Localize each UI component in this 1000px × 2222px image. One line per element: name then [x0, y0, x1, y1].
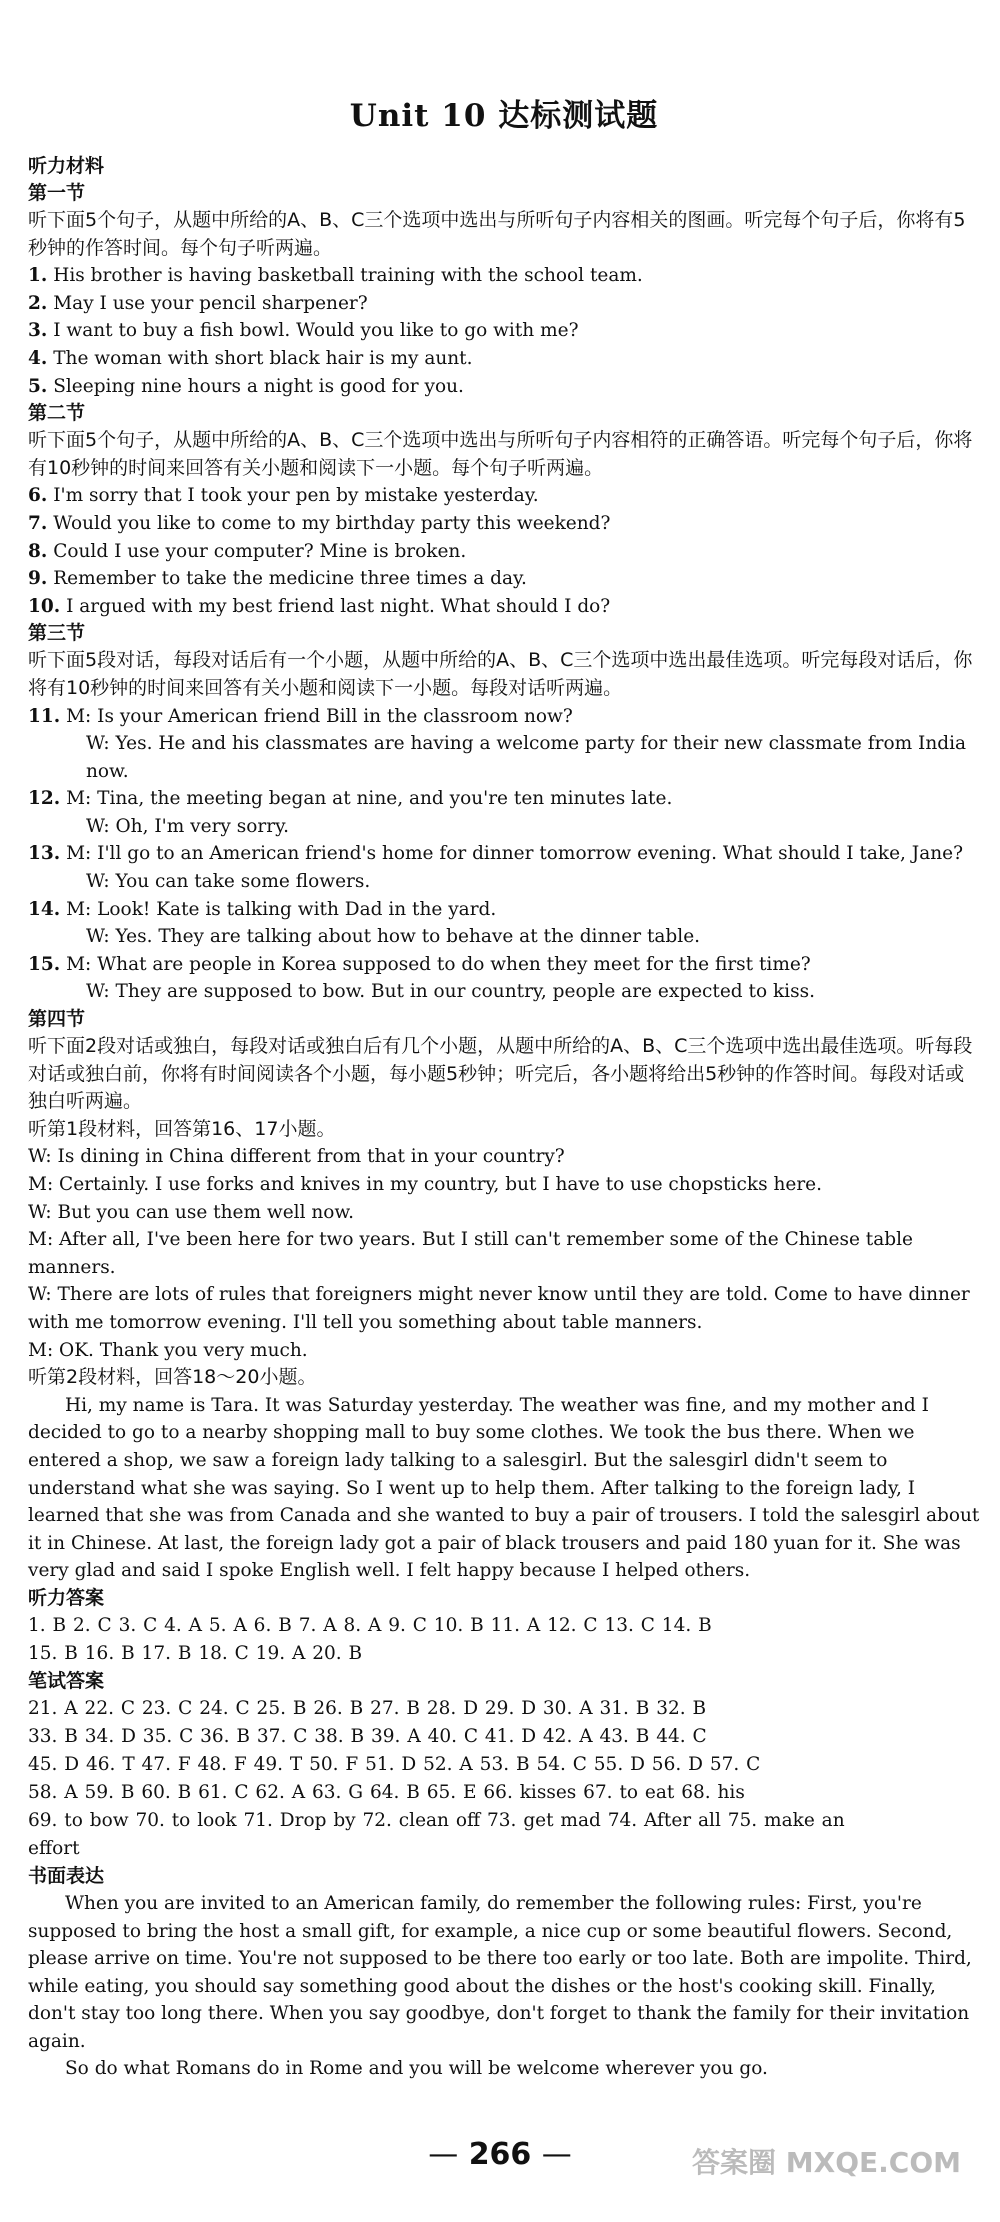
answer-row: 58. A 59. B 60. B 61. C 62. A 63. G 64. B 65. E 66. kisses 67. to eat 68. his: [28, 1781, 745, 1803]
part3-heading: 第三节: [28, 622, 86, 645]
dialogue-line-m: [28, 896, 980, 924]
answer-row: 21. A 22. C 23. C 24. C 25. B 26. B 27. B 28. D 29. D 30. A 31. B 32. B: [28, 1697, 707, 1719]
dialogue-line-w: W: Yes. They are talking about how to behave at the dinner table.: [86, 926, 701, 948]
written-answers-heading: 笔试答案: [28, 1669, 105, 1692]
question-item: [28, 593, 980, 621]
dialogue-line-w: W: Oh, I'm very sorry.: [86, 815, 289, 837]
dialogue-text: M: Tina, the meeting began at nine, and you're ten minutes late.: [66, 788, 673, 810]
answer-row: 69. to bow 70. to look 71. Drop by 72. clean off 73. get mad 74. After all 75. make an: [28, 1809, 845, 1831]
question-text: Remember to take the medicine three times a day.: [53, 568, 527, 590]
question-item: [28, 565, 980, 593]
question-item: [28, 290, 980, 318]
part1-heading: 第一节: [28, 182, 86, 204]
question-item: [28, 317, 980, 345]
page-number-value: 266: [468, 2137, 532, 2172]
dialogue-line: W: Is dining in China different from that in your country?: [28, 1146, 565, 1168]
question-number: 6.: [28, 485, 48, 507]
dialogue-line: W: There are lots of rules that foreigners might never know until they are told. Come to have dinner with me tomorrow evening. I'll tell you something about table manners.: [28, 1284, 970, 1333]
question-number: 5.: [28, 375, 48, 397]
question-item: [28, 373, 980, 401]
question-number: 11.: [28, 705, 61, 727]
dialogue-line-w: W: Yes. He and his classmates are having a welcome party for their new classmate from India now.: [86, 733, 967, 782]
answer-row: 45. D 46. T 47. F 48. F 49. T 50. F 51. D 52. A 53. B 54. C 55. D 56. D 57. C: [28, 1753, 761, 1775]
part1-list: [28, 262, 980, 400]
part2-instructions: 听下面5个句子，从题中所给的A、B、C三个选项中选出与所听句子内容相符的正确答语。听完每个句子后，你将有10秒钟的时间来回答有关小题和阅读下一小题。每个句子听两遍。: [28, 429, 973, 479]
dialogue-line-w: W: You can take some flowers.: [86, 871, 371, 893]
part4-instructions: 听下面2段对话或独白，每段对话或独白后有几个小题，从题中所给的A、B、C三个选项中选出最佳选项。听每段对话或独白前，你将有时间阅读各个小题，每小题5秒钟；听完后，各小题将给出5秒钟的作答时间。每段对话或独白听两遍。: [28, 1035, 973, 1113]
material1-dialogue: [28, 1143, 980, 1364]
page-number-dash-right: —: [541, 2137, 572, 2172]
dialogue-line-m: [28, 785, 980, 813]
question-text: The woman with short black hair is my aunt.: [53, 347, 473, 369]
question-number: 3.: [28, 320, 48, 342]
dialogue-line-m: [28, 951, 980, 979]
question-item: [28, 345, 980, 373]
watermark-logo: [682, 2138, 982, 2208]
listening-answers: [28, 1612, 980, 1668]
answer-row: 33. B 34. D 35. C 36. B 37. C 38. B 39. A 40. C 41. D 42. A 43. B 44. C: [28, 1725, 707, 1747]
answer-row: effort: [28, 1837, 80, 1859]
dialogue-line: M: Certainly. I use forks and knives in my country, but I have to use chopsticks here.: [28, 1174, 823, 1195]
question-text: His brother is having basketball training with the school team.: [53, 265, 643, 287]
question-number: 14.: [28, 898, 61, 920]
dialogue-line-w: W: They are supposed to bow. But in our country, people are expected to kiss.: [86, 981, 815, 1003]
answer-row: 15. B 16. B 17. B 18. C 19. A 20. B: [28, 1642, 363, 1664]
written-answers: [28, 1695, 980, 1863]
writing-heading: 书面表达: [28, 1864, 105, 1887]
part4-heading: 第四节: [28, 1008, 86, 1031]
question-number: 4.: [28, 347, 48, 369]
question-text: I argued with my best friend last night. What should I do?: [66, 595, 611, 617]
dialogue-text: M: I'll go to an American friend's home for dinner tomorrow evening. What should I take, Jane?: [66, 843, 964, 865]
question-item: [28, 510, 980, 538]
dialogue-line-m: [28, 703, 980, 731]
question-number: 10.: [28, 595, 61, 617]
dialogue-line: W: But you can use them well now.: [28, 1201, 354, 1223]
question-text: Sleeping nine hours a night is good for you.: [53, 375, 464, 397]
material2-monologue: Hi, my name is Tara. It was Saturday yesterday. The weather was fine, and my mother and I decided to go to a nearby shopping mall to buy some clothes. We took the bus there. When we entered a shop, we saw a foreign lady talking to a salesgirl. But the salesgirl didn't seem to understand what she was saying. So I went up to help them. After talking to the foreign lady, I learned that she was from Canada and she wanted to buy a pair of trousers. I told the salesgirl about it in Chinese. At last, the foreign lady got a pair of black trousers and paid 180 yuan for it. She was very glad and said I spoke English well. I felt happy because I helped others.: [28, 1394, 980, 1582]
question-number: 8.: [28, 540, 48, 562]
part1-instructions: 听下面5个句子，从题中所给的A、B、C三个选项中选出与所听句子内容相关的图画。听完每个句子后，你将有5秒钟的作答时间。每个句子听两遍。: [28, 209, 966, 259]
question-number: 13.: [28, 843, 61, 865]
page-number-dash-left: —: [428, 2137, 459, 2172]
part2-heading: 第二节: [28, 402, 86, 425]
writing-paragraph-2: So do what Romans do in Rome and you will be welcome wherever you go.: [65, 2058, 768, 2080]
question-number: 15.: [28, 953, 61, 975]
dialogue-text: M: Look! Kate is talking with Dad in the yard.: [66, 898, 497, 920]
watermark-text: 答案圈 MXQE.COM: [692, 2146, 961, 2179]
dialogue-text: M: What are people in Korea supposed to do when they meet for the first time?: [66, 953, 811, 975]
question-item: [28, 482, 980, 510]
dialogue-line: M: After all, I've been here for two years. But I still can't remember some of the Chinese table manners.: [28, 1229, 913, 1278]
page-title: Unit 10 达标测试题: [349, 98, 659, 134]
question-number: 7.: [28, 512, 48, 534]
dialogue-line-m: [28, 840, 980, 868]
writing-paragraph-1: When you are invited to an American family, do remember the following rules: First, you're supposed to bring the host a small gift, for example, a nice cup or some beautiful flowers. Second, please arrive on time. You're not supposed to be there too early or too late. Both are impolite. Third, while eating, you should say something good about the dishes or the host's cooking skill. Finally, don't stay too long there. When you say goodbye, don't forget to thank the family for their invitation again.: [28, 1892, 972, 2052]
listening-answers-heading: 听力答案: [28, 1586, 105, 1609]
question-text: I'm sorry that I took your pen by mistake yesterday.: [53, 485, 539, 507]
section-heading-listening-material: 听力材料: [28, 155, 105, 177]
question-text: Would you like to come to my birthday party this weekend?: [53, 512, 611, 534]
dialogue-line: M: OK. Thank you very much.: [28, 1339, 308, 1361]
material1-label: 听第1段材料，回答第16、17小题。: [28, 1117, 336, 1140]
answer-row: 1. B 2. C 3. C 4. A 5. A 6. B 7. A 8. A 9. C 10. B 11. A 12. C 13. C 14. B: [28, 1614, 712, 1636]
question-number: 12.: [28, 788, 61, 810]
question-text: Could I use your computer? Mine is broken.: [53, 540, 467, 562]
part3-list: [28, 703, 980, 1007]
question-number: 9.: [28, 568, 48, 590]
question-item: [28, 538, 980, 566]
question-text: I want to buy a fish bowl. Would you like to go with me?: [53, 320, 579, 342]
part2-list: [28, 482, 980, 620]
question-item: [28, 262, 980, 290]
material2-label: 听第2段材料，回答18～20小题。: [28, 1366, 317, 1389]
question-number: 2.: [28, 292, 48, 314]
question-number: 1.: [28, 265, 48, 287]
question-text: May I use your pencil sharpener?: [53, 292, 368, 314]
part3-instructions: 听下面5段对话，每段对话后有一个小题，从题中所给的A、B、C三个选项中选出最佳选项。听完每段对话后，你将有10秒钟的时间来回答有关小题和阅读下一小题。每段对话听两遍。: [28, 649, 973, 699]
page-content: [28, 90, 980, 2083]
dialogue-text: M: Is your American friend Bill in the classroom now?: [66, 705, 573, 727]
